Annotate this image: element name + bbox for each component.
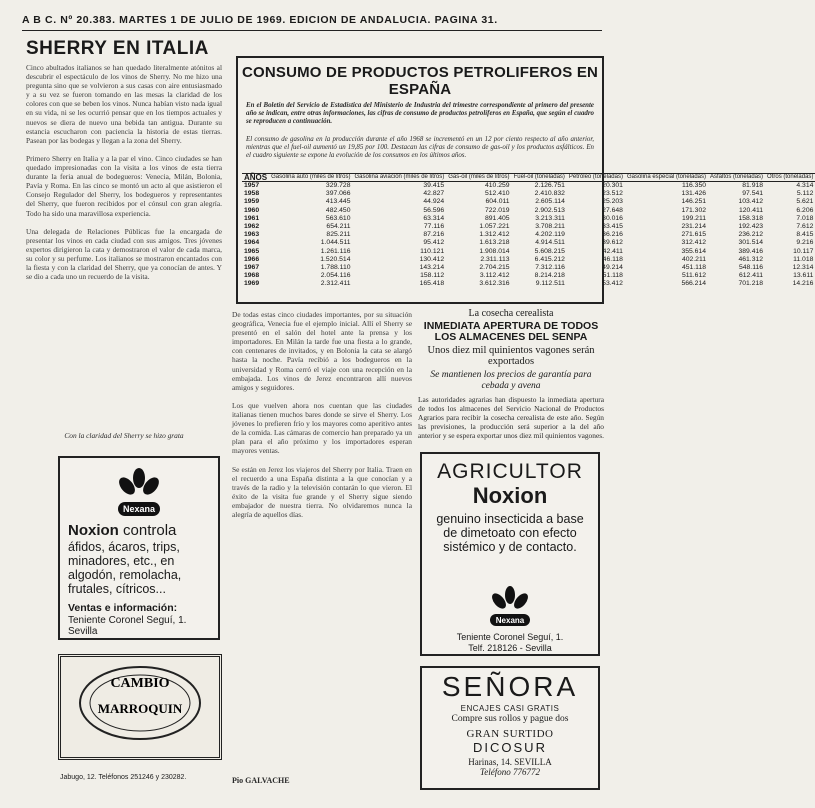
table-cell: 701.218 xyxy=(738,280,764,288)
sherry-article xyxy=(26,38,222,438)
table-cell: 825.211 xyxy=(326,231,351,239)
table-cell: 39.612 xyxy=(602,239,623,247)
agricultor-phone: Telf. 218126 - Sevilla xyxy=(468,643,552,653)
agricultor-product: Noxion xyxy=(472,483,548,508)
cambio-title2: MARROQUIN xyxy=(97,701,183,716)
table-row xyxy=(242,264,815,272)
table-row xyxy=(242,198,815,206)
table-year-cell: 1958 xyxy=(244,190,260,198)
senora-title: SEÑORA xyxy=(441,671,579,702)
petroleum-table xyxy=(242,173,815,289)
sherry-signature: Pio GALVACHE xyxy=(232,776,290,785)
table-row xyxy=(242,272,815,280)
table-cell: 512.410 xyxy=(484,190,510,198)
table-cell: 329.728 xyxy=(325,182,351,189)
table-cell: 7.612 xyxy=(796,223,814,231)
table-cell: 1.908.014 xyxy=(479,247,510,255)
agricultor-desc: genuino insecticida a base de dimetoato con efecto sistémico y de contacto. xyxy=(436,512,584,554)
petroleum-col-header: Gasolina aviación (miles de litros) xyxy=(354,174,445,180)
table-cell: 4.314 xyxy=(796,182,814,189)
petroleum-article xyxy=(236,56,814,304)
petroleum-table-header xyxy=(242,174,815,182)
table-cell: 654.211 xyxy=(326,223,351,231)
table-cell: 1.261.116 xyxy=(320,247,351,255)
nexana-brand-text: Nexana xyxy=(122,504,156,514)
senora-line2: Compre sus rollos y pague dos xyxy=(451,714,569,724)
table-cell: 146.251 xyxy=(681,198,707,206)
table-cell: 1.044.511 xyxy=(320,239,351,247)
senora-phone: Teléfono 776772 xyxy=(480,767,540,777)
table-cell: 2.605.114 xyxy=(535,198,565,206)
table-cell: 402.211 xyxy=(681,255,707,263)
table-row xyxy=(242,215,815,223)
table-cell: 1.520.514 xyxy=(320,255,351,263)
table-cell: 8.214.218 xyxy=(534,272,565,280)
table-row xyxy=(242,207,815,215)
table-cell: 2.311.113 xyxy=(480,255,510,263)
table-row xyxy=(242,248,815,256)
table-year-cell: 1957 xyxy=(244,182,260,189)
petroleum-col-header: Gasolina auto (miles de litros) xyxy=(271,174,351,180)
table-cell: 5.608.215 xyxy=(534,247,565,255)
cosecha-headline: INMEDIATA APERTURA DE TODOS LOS ALMACENES DEL SENPA xyxy=(423,320,599,343)
table-cell: 44.924 xyxy=(423,198,445,206)
table-cell: 389.416 xyxy=(738,247,764,255)
table-cell: 116.350 xyxy=(681,182,707,189)
petroleum-col-header: Gasolina especial (toneladas) xyxy=(626,174,707,180)
table-cell: 12.314 xyxy=(792,264,814,272)
table-cell: 2.704.215 xyxy=(479,264,510,272)
petroleum-col-header: Gas-oil (miles de litros) xyxy=(448,174,510,180)
table-cell: 566.214 xyxy=(681,280,707,288)
senora-store: DICOSUR xyxy=(473,740,547,755)
table-cell: 8.415 xyxy=(796,231,814,239)
table-cell: 563.610 xyxy=(325,214,351,222)
table-cell: 10.117 xyxy=(793,247,814,255)
petroleum-col-header: Otros (toneladas) xyxy=(767,174,814,180)
header-rule xyxy=(22,30,602,31)
table-cell: 2.410.832 xyxy=(534,190,565,198)
table-year-cell: 1968 xyxy=(244,272,260,280)
table-cell: 3.708.211 xyxy=(535,223,565,231)
table-row xyxy=(242,239,815,247)
cosecha-subhead: Unos diez mil quinientos vagones serán exportados xyxy=(427,345,595,367)
sherry-continuation-text: De todas estas cinco ciudades importantes, por su situación geográfica, Venecia fue el ejemplo inicial. Allí el Sherry se presentó en el salón del hotel ante la prensa y los importadores. En Milán la tarde fue una fiesta a lo grande, con centenares de invitados, y en Bolonia la cata se alargó hasta la noche. Pavía recibió a los bodegueros en la universidad y Roma cerró el viaje con una recepción en la embajada. Los vinos de Jerez encontraron allí nuevos amigos y seguidores. Los que vuelven ahora nos cuentan que las ciudades italianas tienen muchos bares donde se sirve el Sherry. Los jóvenes lo prefieren frío y los mayores como aperitivo antes de la comida. Las cámaras de comercio han preparado ya un plan para el año próximo y los importadores esperan mayores ventas. Se están en Jerez los viajeros del Sherry por Italia. Traen en el recuerdo a una España distinta a la que conocían y a través de la radio y la televisión contarán lo que vieron. El éxito de la visita fue grande y el Sherry sigue siendo embajador de nuestra tierra. No olvidaremos nunca la alegría de aquellos días. xyxy=(232,310,412,520)
agricultor-logo xyxy=(482,586,538,628)
cambio-title1: CAMBIO xyxy=(110,676,170,691)
table-year-cell: 1961 xyxy=(244,214,260,222)
table-cell: 53.412 xyxy=(602,280,623,288)
nexana-contact-label: Ventas e información: xyxy=(68,602,178,614)
table-cell: 451.118 xyxy=(681,264,707,272)
table-cell: 722.019 xyxy=(484,206,510,214)
table-cell: 7.312.116 xyxy=(535,264,565,272)
table-cell: 23.512 xyxy=(602,190,623,198)
table-cell: 1.312.412 xyxy=(479,231,510,239)
table-cell: 103.412 xyxy=(738,198,764,206)
page-header: A B C. Nº 20.383. MARTES 1 DE JULIO DE 1969. EDICION DE ANDALUCIA. PAGINA 31. xyxy=(22,14,498,26)
table-cell: 1.057.221 xyxy=(479,223,510,231)
sherry-continuation xyxy=(232,310,412,798)
sherry-body: Cinco abultados italianos se han quedado literalmente atónitos al descubrir el espectáculo de los vinos de Sherry. No me hizo una pregunta sino que se volvieron a sus casas con aire entusiasmado y a su vez se fueron tomando en las mesas la claridad de los colores con que se beben los vinos. Nunca habían visto nada igual en su vida, ni se les ocurrió pensar que en los tiempos actuales y nuevos se diera de nuevo una bebida tan antigua. Durante su estancia escucharon con paciencia la historia de estas tierras. Pasean por las bodegas y llegan a la zona del Sherry. Primero Sherry en Italia y a la par el vino. Cinco ciudades se han quedado impresionadas con la visita a los vinos de esta tierra durante la feria anual de bodegueros: Venecia, Milán, Bolonia, Pavía y Roma. En las cinco se montó un acto al que asistieron el Consejo Regulador del Sherry, los bodegueros y representantes del Sherry, que fueron recibidos por el cónsul con gran alegría. Todo ha sido una maravillosa experiencia. Una delegada de Relaciones Públicas fue la encargada de presentar los vinos en cada ciudad con sus amigos. Tres jóvenes expertos dirigieron la cata y demostraron el valor de cada marca, su color y su perfume. Los italianos se mostraron encantados con la fiesta y con la claridad del Sherry, que ya conocían de antes. Y se dio a cada uno un recuerdo de la visita. xyxy=(26,63,222,282)
sherry-byline: Con la claridad del Sherry se hizo grata xyxy=(64,431,184,440)
cambio-emblem xyxy=(61,657,219,757)
table-cell: 46.118 xyxy=(602,255,623,263)
senora-ad xyxy=(420,666,600,790)
table-year-cell: 1965 xyxy=(244,247,260,255)
agricultor-brand-text: Nexana xyxy=(495,616,525,625)
table-year-cell: 1967 xyxy=(244,264,260,272)
table-cell: 413.445 xyxy=(325,198,351,206)
table-year-cell: 1960 xyxy=(244,206,260,214)
table-cell: 42.827 xyxy=(423,190,445,198)
table-cell: 4.914.511 xyxy=(535,239,565,247)
table-cell: 130.412 xyxy=(419,255,445,263)
nexana-logo xyxy=(110,468,168,520)
table-row xyxy=(242,223,815,231)
cosecha-title: La cosecha cerealista xyxy=(468,308,554,319)
table-cell: 612.411 xyxy=(738,272,764,280)
table-cell: 236.212 xyxy=(738,231,764,239)
table-cell: 9.112.511 xyxy=(535,280,565,288)
sherry-title: SHERRY EN ITALIA xyxy=(26,38,209,59)
petroleum-title: CONSUMO DE PRODUCTOS PETROLIFEROS EN ESPAÑA xyxy=(241,64,599,98)
table-year-cell: 1962 xyxy=(244,223,260,231)
cambio-footer: Jabugo, 12. Teléfonos 251246 y 230282. xyxy=(60,774,187,781)
nexana-controla: controla xyxy=(123,522,177,539)
table-cell: 77.116 xyxy=(423,223,445,231)
table-row xyxy=(242,280,815,288)
table-row xyxy=(242,256,815,264)
petroleum-col-header: Petróleo (toneladas) xyxy=(568,174,623,180)
nexana-contact-address: Teniente Coronel Seguí, 1. xyxy=(68,615,187,626)
table-row xyxy=(242,231,815,239)
table-cell: 1.613.218 xyxy=(479,239,510,247)
table-cell: 36.216 xyxy=(602,231,623,239)
table-cell: 131.426 xyxy=(681,190,707,198)
table-cell: 3.112.412 xyxy=(479,272,510,280)
table-cell: 461.312 xyxy=(738,255,764,263)
agricultor-ad xyxy=(420,452,600,656)
table-cell: 81.918 xyxy=(742,182,764,189)
table-cell: 1.788.110 xyxy=(320,264,351,272)
table-cell: 51.118 xyxy=(602,272,623,280)
table-cell: 9.216 xyxy=(796,239,814,247)
table-cell: 13.611 xyxy=(793,272,814,280)
table-cell: 355.614 xyxy=(681,247,707,255)
table-cell: 30.016 xyxy=(602,214,623,222)
table-cell: 3.213.311 xyxy=(535,214,565,222)
table-row xyxy=(242,190,815,198)
table-cell: 49.214 xyxy=(602,264,623,272)
table-cell: 143.214 xyxy=(419,264,445,272)
agricultor-title: AGRICULTOR xyxy=(437,460,583,483)
table-cell: 271.615 xyxy=(681,231,707,239)
table-cell: 6.206 xyxy=(796,206,814,214)
table-year-cell: 1959 xyxy=(244,198,260,206)
table-cell: 158.318 xyxy=(738,214,764,222)
cosecha-article xyxy=(418,308,604,448)
table-cell: 2.902.513 xyxy=(534,206,565,214)
senora-line3: GRAN SURTIDO xyxy=(466,728,554,740)
table-cell: 192.423 xyxy=(738,223,764,231)
table-cell: 20.301 xyxy=(602,182,623,189)
petroleum-table-body xyxy=(242,182,815,289)
table-cell: 2.126.751 xyxy=(534,182,565,189)
nexana-leaf-icon xyxy=(110,468,168,520)
table-cell: 39.415 xyxy=(423,182,445,189)
cosecha-body: Las autoridades agrarias han dispuesto la inmediata apertura de todos los almacenes del Servicio Nacional de Productos Agrarios para recibir la cosecha cerealista de este año. Según las previsiones, la producción será superior a la del año anterior y se espera exportar unos diez mil quinientos vagones. xyxy=(418,395,604,441)
table-cell: 2.312.411 xyxy=(320,280,351,288)
agricultor-address: Teniente Coronel Seguí, 1. xyxy=(456,632,564,642)
table-cell: 891.405 xyxy=(484,214,510,222)
table-cell: 97.541 xyxy=(742,190,764,198)
table-cell: 6.415.212 xyxy=(534,255,565,263)
nexana-text: áfidos, ácaros, trips, minadores, etc., en algodón, remolacha, frutales, cítricos... xyxy=(68,540,182,596)
table-cell: 548.116 xyxy=(738,264,764,272)
table-cell: 3.612.316 xyxy=(479,280,510,288)
petroleum-intro: En el Boletín del Servicio de Estadística del Ministerio de Industria del trimestre correspondiente al primero del presente año se indican, entre otras informaciones, las cifras de consumo de productos petrolíferos en España, que según el cuadro se reproducen a continuación. xyxy=(246,102,594,126)
table-cell: 120.411 xyxy=(738,206,764,214)
table-cell: 397.066 xyxy=(325,190,351,198)
table-cell: 4.202.119 xyxy=(535,231,565,239)
table-year-cell: 1963 xyxy=(244,231,260,239)
table-cell: 5.621 xyxy=(796,198,814,206)
table-cell: 7.018 xyxy=(796,214,814,222)
table-cell: 2.054.116 xyxy=(320,272,351,280)
table-cell: 110.121 xyxy=(420,247,445,255)
nexana-product xyxy=(68,522,176,539)
cosecha-deck: Se mantienen los precios de garantía para cebada y avena xyxy=(430,370,592,391)
table-cell: 11.018 xyxy=(793,255,814,263)
senora-line1: ENCAJES CASI GRATIS xyxy=(460,704,560,713)
cambio-ad xyxy=(58,654,222,760)
table-cell: 25.203 xyxy=(602,198,623,206)
table-cell: 231.214 xyxy=(681,223,707,231)
table-cell: 199.211 xyxy=(681,214,707,222)
senora-address: Harinas, 14. SEVILLA xyxy=(468,757,552,767)
table-cell: 158.112 xyxy=(420,272,445,280)
table-cell: 511.612 xyxy=(681,272,707,280)
table-cell: 5.112 xyxy=(796,190,814,198)
table-cell: 56.596 xyxy=(423,206,445,214)
nexana-contact-city: Sevilla xyxy=(68,626,98,637)
table-cell: 27.648 xyxy=(602,206,623,214)
nexana-ad xyxy=(58,456,220,640)
table-cell: 312.412 xyxy=(681,239,707,247)
table-row xyxy=(242,182,815,191)
table-cell: 482.450 xyxy=(325,206,351,214)
table-year-cell: 1969 xyxy=(244,280,260,288)
nexana-product-name: Noxion xyxy=(68,522,119,539)
agricultor-leaf-icon xyxy=(482,586,538,628)
table-cell: 604.011 xyxy=(485,198,510,206)
table-year-cell: 1966 xyxy=(244,255,260,263)
petroleum-col-header: Asfaltos (toneladas) xyxy=(710,174,764,180)
table-cell: 95.412 xyxy=(423,239,445,247)
table-cell: 301.514 xyxy=(738,239,764,247)
petroleum-col-header: Fuel-oil (toneladas) xyxy=(513,174,565,180)
table-year-cell: 1964 xyxy=(244,239,260,247)
table-cell: 165.418 xyxy=(419,280,445,288)
petroleum-intro2: El consumo de gasolina en la producción durante el año 1968 se incrementó en un 12 por ciento respecto al año anterior, mientras que el fuel-oil aumentó un 19,85 por 100. Destacan las cifras de consumo de gas-oil y los productos asfálticos. En el cuadro siguiente se expone la evolución de los consumos en los últimos años. xyxy=(246,136,594,160)
table-cell: 42.411 xyxy=(602,247,623,255)
table-cell: 63.314 xyxy=(423,214,445,222)
table-cell: 14.216 xyxy=(792,280,814,288)
table-cell: 171.302 xyxy=(681,206,707,214)
table-cell: 87.216 xyxy=(423,231,445,239)
petroleum-col-header: AÑOS xyxy=(244,173,268,182)
table-cell: 410.259 xyxy=(484,182,510,189)
table-cell: 33.415 xyxy=(602,223,623,231)
